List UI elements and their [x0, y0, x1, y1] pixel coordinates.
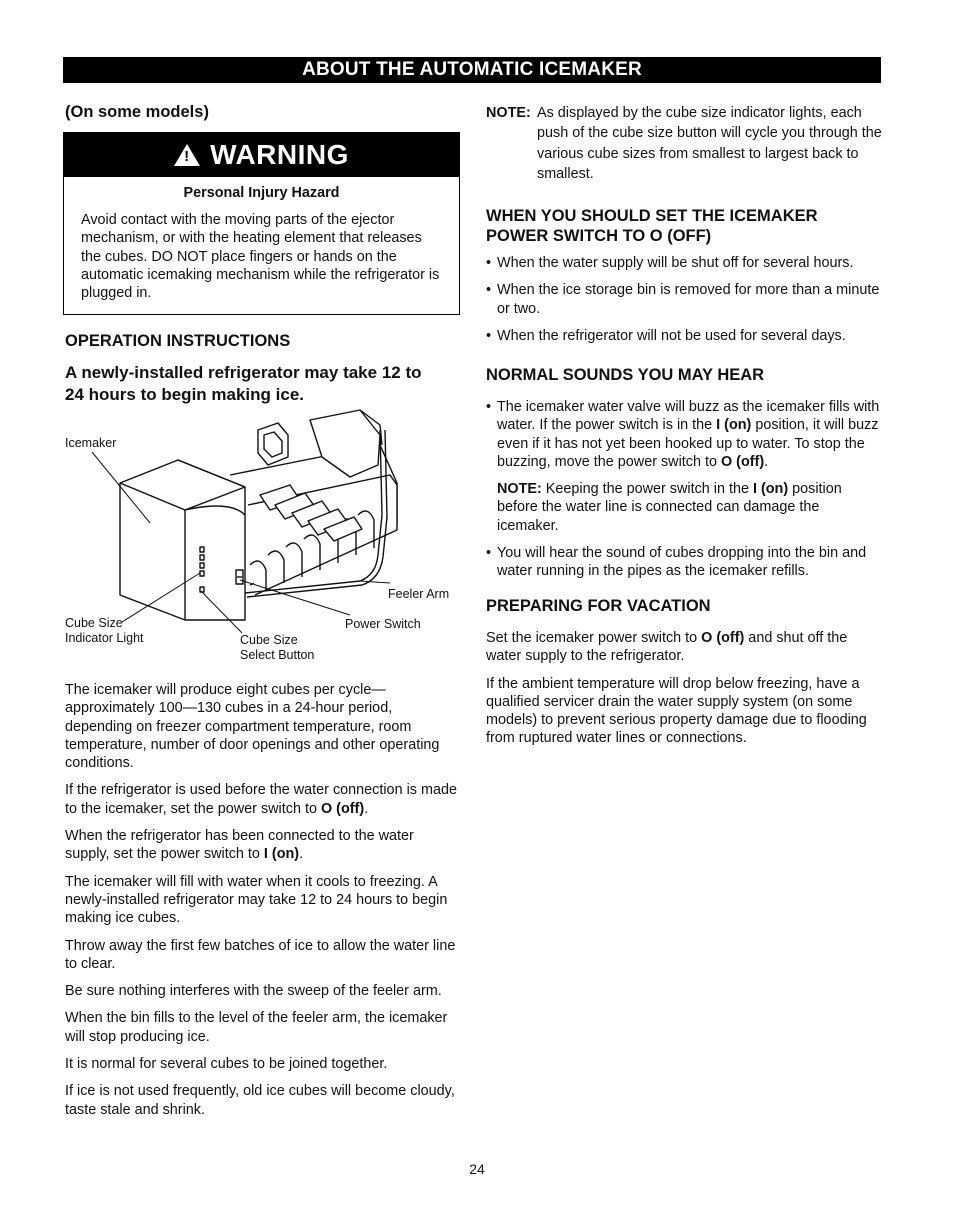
- warning-title: WARNING: [210, 139, 349, 170]
- note-label: NOTE:: [486, 105, 531, 121]
- diagram-label-power-switch: Power Switch: [345, 617, 421, 631]
- power-switch-heading: WHEN YOU SHOULD SET THE ICEMAKER POWER SWITCH TO O (OFF): [486, 207, 818, 245]
- vacation-heading: PREPARING FOR VACATION: [486, 597, 711, 615]
- newly-installed-heading: A newly-installed refrigerator may take 12 to 24 hours to begin making ice.: [65, 363, 422, 404]
- normal-sounds-heading: NORMAL SOUNDS YOU MAY HEAR: [486, 366, 765, 384]
- para-throw-away: Throw away the first few batches of ice to allow the water line to clear.: [65, 937, 456, 972]
- warning-body: Avoid contact with the moving parts of the ejector mechanism, or with the heating element that releases the cubes. DO NOT place fingers or hands on the automatic icemaking mechanism while the refrigerator is plugged in.: [81, 212, 440, 302]
- page-number: 24: [469, 1161, 485, 1177]
- operation-heading: OPERATION INSTRUCTIONS: [65, 332, 291, 350]
- vacation-text: [486, 629, 882, 748]
- list-item: • You will hear the sound of cubes dropping into the bin and water running in the pipes as the icemaker refills.: [486, 544, 882, 581]
- para-joined-cubes: It is normal for several cubes to be joined together.: [65, 1056, 388, 1073]
- warning-triangle-icon: !: [174, 144, 200, 166]
- para-after-water: When the refrigerator has been connected to the water supply, set the power switch to I (on).: [65, 828, 414, 863]
- note-text: As displayed by the cube size indicator lights, each push of the cube size button will cycle you through the various cube sizes from smallest to largest back to smallest.: [537, 105, 882, 182]
- para-fill-water: The icemaker will fill with water when it cools to freezing. A newly-installed refrigerator may take 12 to 24 hours to begin making ice cubes.: [65, 873, 448, 927]
- list-item: • When the refrigerator will not be used for several days.: [486, 327, 882, 345]
- cube-size-note: [486, 103, 884, 184]
- para-bin-fills: When the bin fills to the level of the feeler arm, the icemaker will stop producing ice.: [65, 1010, 448, 1045]
- para-feeler-sweep: Be sure nothing interferes with the sweep of the feeler arm.: [65, 983, 442, 1000]
- para-before-water: If the refrigerator is used before the water connection is made to the icemaker, set the power switch to O (off).: [65, 782, 457, 817]
- models-note: (On some models): [65, 103, 209, 121]
- diagram-label-select-button: Cube Size Select Button: [240, 633, 315, 662]
- list-item: • When the ice storage bin is removed for more than a minute or two.: [486, 281, 882, 318]
- list-item: • The icemaker water valve will buzz as the icemaker fills with water. If the power switch is in the I (on) position, it will buzz even if it has not yet been hooked up to water. To stop the buzzing, move the power switch to O (off).: [486, 398, 882, 471]
- warning-box: [63, 132, 460, 315]
- list-item: • When the water supply will be shut off for several hours.: [486, 254, 882, 272]
- sounds-note: NOTE: Keeping the power switch in the I (on) position before the water line is connected can damage the icemaker.: [497, 481, 842, 534]
- section-banner: ABOUT THE AUTOMATIC ICEMAKER: [63, 57, 881, 83]
- para-vacation-drain: If the ambient temperature will drop below freezing, have a qualified servicer drain the water supply system (on some models) to prevent serious property damage due to flooding from ruptured water lines or connections.: [486, 675, 867, 747]
- para-vacation-switch: Set the icemaker power switch to O (off) and shut off the water supply to the refrigerator.: [486, 630, 848, 665]
- para-old-cubes: If ice is not used frequently, old ice cubes will become cloudy, taste stale and shrink.: [65, 1083, 455, 1118]
- diagram-label-feeler-arm: Feeler Arm: [388, 587, 450, 601]
- para-cubes-per-cycle: The icemaker will produce eight cubes per cycle—approximately 100—130 cubes in a 24-hour period, depending on freezer compartment temperature, room temperature, number of door openings and other operating conditions.: [65, 682, 440, 772]
- diagram-label-indicator-light: Cube Size Indicator Light: [65, 616, 144, 645]
- normal-sounds-list: [486, 398, 882, 581]
- warning-subtitle: Personal Injury Hazard: [183, 185, 340, 201]
- diagram-label-icemaker: Icemaker: [65, 436, 117, 450]
- left-body-text: [65, 681, 457, 1119]
- power-switch-list: [486, 254, 882, 345]
- warning-header: [64, 133, 459, 177]
